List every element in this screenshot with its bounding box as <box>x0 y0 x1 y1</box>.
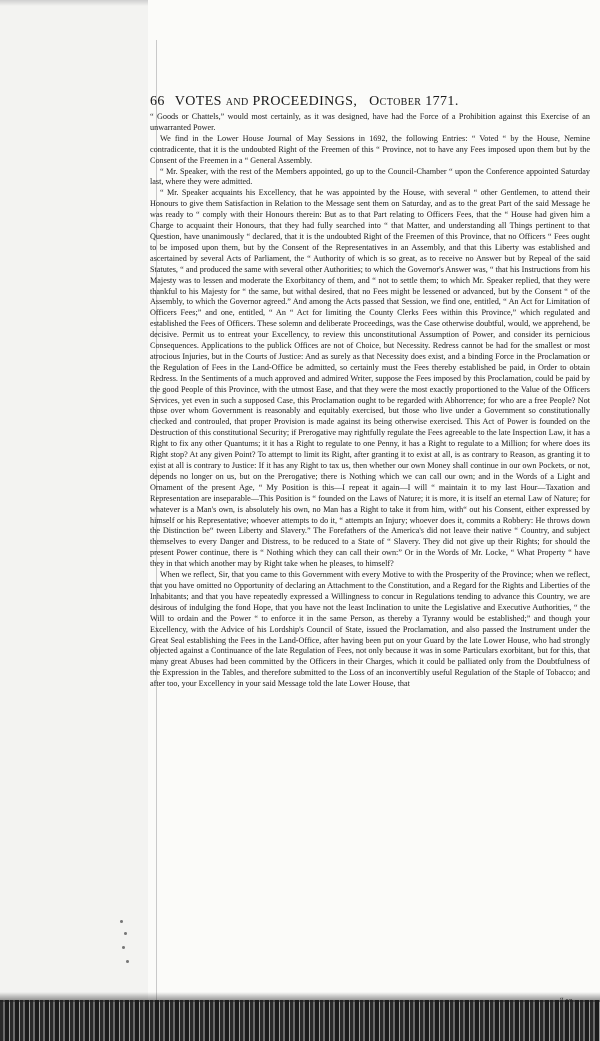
paragraph: “ Goods or Chattels,” would most certainly, as it was designed, have had the Force of a Prohibition against this Exercise of an unwarranted Power. <box>150 112 590 132</box>
scan-bottom-edge <box>0 1000 600 1041</box>
paragraph: When we reflect, Sir, that you came to this Government with every Motive to with the Prosperity of the Province; when we reflect, that you have omitted no Opportunity of declaring an Attachment to the Constitution, and a Regard for the Rights and Liberties of the Inhabitants; and that you have repeatedly expressed a Willingness to concur in Regulations tending to advance this Country, we are desirous of indulging the fond Hope, that you have not the least Inclination to unite the Legislative and Executive Authorities, “ the Will to ordain and the Power “ to enforce it in the same Person, as thereby a Tyranny would be established;” and though your Excellency, with the Advice of his Lordship's Council of State, issued the Proclamation, and also passed the Instrument under the Great Seal establishing the Fees in the Land-Office, after having been put on your Guard by the late Lower House, who had strongly objected against a Continuance of the late Regulation of Fees, not only because it was in some Particulars exorbitant, but for this, that many great Abuses had been committed by the Officers in their Charges, which it could be palliated only from the Doubtfulness of the Expression in the Tables, and therefore submitted to the Loss of an inconvertibly useful Regulation of the Staple of Tobacco; and after too, your Excellency in your said Message told the late Lower House, that <box>150 570 590 689</box>
paragraph: We find in the Lower House Journal of May Sessions in 1692, the following Entries: “ Voted “ by the House, Nemine contradicente, that it is the undoubted Right of the Freemen of this “ Province, not to have any Fees imposed upon them but by the Consent of the Freemen in a “ General Assembly. <box>150 133 590 165</box>
speck <box>120 920 123 923</box>
page-number: 66 <box>150 94 165 109</box>
body-text <box>150 112 590 690</box>
speck <box>122 946 125 949</box>
header-title: VOTES and PROCEEDINGS, <box>174 94 358 109</box>
running-header <box>150 94 590 110</box>
header-date: October 1771. <box>369 94 459 109</box>
speck <box>126 960 129 963</box>
speck <box>124 932 127 935</box>
paragraph: “ Mr. Speaker, with the rest of the Members appointed, go up to the Council-Chamber “ upon the Conference appointed Saturday last, where they were admitted. <box>150 166 590 187</box>
paragraph: “ Mr. Speaker acquaints his Excellency, that he was appointed by the House, with several “ other Gentlemen, to attend their Honours to give them Satisfaction in Relation to the Message sent them on Saturday, and as to the great Part of the said Message he was ready to “ comply with their Honours therein: But as to that Part relating to Officers Fees, that the “ House had given him a Charge to acquaint their Honours, that they had fully searched into “ that Matter, and understanding all Things pertinent to that Question, have unanimously “ declared, that it is the undoubted Right of the Freemen of this Province, that no Officers “ Fees ought to be imposed upon them, but by the Consent of the Representatives in an Assembly, and that this Liberty was established and ascertained by several Acts of Parliament, the “ Authority of which is so great, as to receive no Answer but by Repeal of the said Statutes, “ and produced the same with several other Authorities; to which the Governor's Answer was, “ that his Instructions from his Majesty was to lessen and moderate the Exorbitancy of them, and “ not to settle them; to which Mr. Speaker replied, that they were thankful to his Majesty for “ the same, but withal desired, that no Fees might be lessened or advanced, but by the Consent “ of the Assembly, to which the Governor agreed.” And among the Acts passed that Session, we find one, entitled, “ An Act for Limitation of Officers Fees;” and one, entitled, “ An “ Act for limiting the County Clerks Fees within this Province,” which regulated and established the Fees of Officers. These solemn and deliberate Proceedings, was the Case otherwise doubtful, would, we apprehend, be decisive. Permit us to entreat your Excellency, to review this unconstitutional Assumption of Power, and consider its pernicious Consequences. Applications to the publick Offices are not of Choice, but Necessity. Redress cannot be had for the smallest or most atrocious Injuries, but in the Courts of Justice: And as surely as that Necessity does exist, and a binding Force in the Proclamation or the Regulation of Fees in the Land-Office be admitted, so certainly must the Fees thereby established be paid, in Order to obtain Redress. In the Sentiments of a much approved and admired Writer, suppose the Fees imposed by this Proclamation, could be paid by the good People of this Province, with the utmost Ease, and that they were the most exactly proportioned to the Value of the Officers Services, yet even in such a supposed Case, this Proclamation ought to be regarded with Abhorrence; for who are a free People? Not those over whom Government is reasonably and equitably exercised, but those who live under a Government so constitutionally checked and controuled, that proper Provision is made against its being otherwise exercised. This Act of Power is founded on the Destruction of this constitutional Security; if Prerogative may rightfully regulate the Fees agreeable to the late Inspection Law, it has a Right to fix any other Quantums; it it has a Right to regulate to one Penny, it has a Right to regulate to a Million; for where does its Right stop? At any given Point? To attempt to limit its Right, after granting it to exist at all, is as contrary to Reason, as granting it to exist at all is contrary to Justice: If it has any Right to tax us, then whether our own Money shall continue in our own Pockets, or not, depends no longer on us, but on the Prerogative; there is Nothing which we can call our own; and in the Words of a Light and Ornament of the present Age, “ My Position is this—I repeat it again—I will “ maintain it to my last Hour—Taxation and Representation are inseparable—This Position is “ founded on the Laws of Nature; it is more, it is itself an eternal Law of Nature; for whatever is a Man's own, is absolutely his own, no Man has a Right to take it from him, with“ out his Consent, either expressed by himself or his Representative; whoever attempts to do it, “ attempts an Injury; whoever does it, commits a Robbery: He throws down the Distinction be“ tween Liberty and Slavery.” The Forefathers of the America's did not leave their native “ Country, and subject themselves to every Danger and Distress, to be reduced to a State of “ Slavery. They did not give up their Rights; for should the present Power continue, there is “ Nothing which they can call their own:” Or in the Words of Mr. Locke, “ What Property “ have they in that which another may by Right take when he pleases, to himself? <box>150 188 590 569</box>
